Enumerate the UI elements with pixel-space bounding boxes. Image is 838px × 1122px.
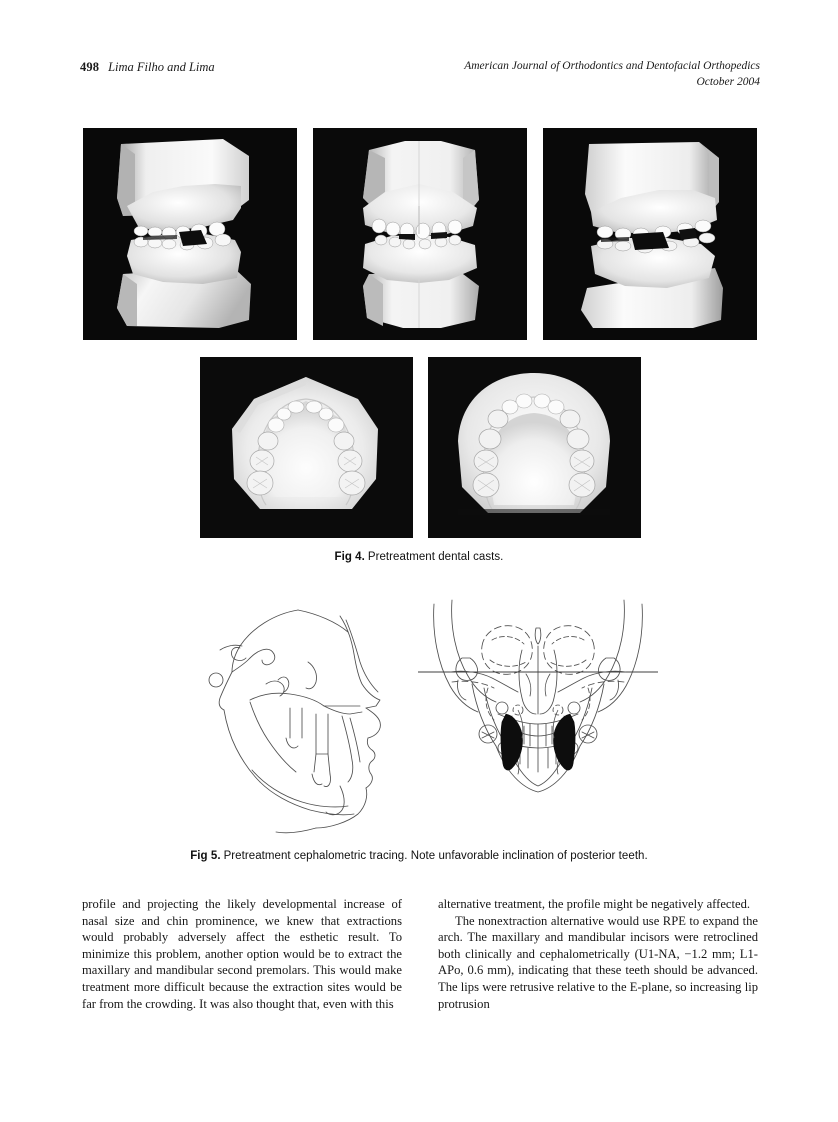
- issue-date: October 2004: [696, 76, 760, 88]
- lateral-cephalometric-tracing: [190, 588, 410, 838]
- photo-maxillary-occlusal-cast: [200, 357, 413, 538]
- figure-5-label: Fig 5.: [190, 850, 221, 862]
- figure-5-caption-text: Pretreatment cephalometric tracing. Note unfavorable inclination of posterior teeth.: [223, 850, 648, 862]
- body-column-right: [438, 896, 758, 1012]
- figure-5: [0, 586, 838, 862]
- photo-right-lateral-occlusion-cast: [83, 128, 297, 340]
- running-head-authors: Lima Filho and Lima: [108, 60, 215, 74]
- running-head-left: [80, 58, 215, 76]
- paragraph: alternative treatment, the profile might be negatively affected.: [438, 897, 751, 911]
- running-head: [80, 58, 760, 98]
- figure-4-caption-text: Pretreatment dental casts.: [367, 551, 504, 563]
- photo-mandibular-occlusal-cast: [428, 357, 641, 538]
- figure-4-label: Fig 4.: [334, 551, 365, 563]
- running-head-right: [464, 58, 760, 90]
- page-number: 498: [80, 60, 100, 74]
- photo-left-lateral-occlusion-cast: [543, 128, 757, 340]
- photo-frontal-occlusion-cast: [313, 128, 527, 340]
- body-text: [82, 896, 758, 1066]
- figure-4-caption: [0, 551, 838, 563]
- posteroanterior-cephalometric-tracing: [418, 588, 658, 838]
- journal-title: American Journal of Orthodontics and Dentofacial Orthopedics: [464, 60, 760, 72]
- paragraph: The nonextraction alternative would use RPE to expand the arch. The maxillary and mandibular incisors were retroclined both clinically and cephalometrically (U1-NA, −1.2 mm; L1-APo, 0.6 mm), indicating that these teeth should be advanced. The lips were retrusive relative to the E-plane, so increasing lip protrusion: [438, 913, 758, 1011]
- figure-5-caption: [0, 850, 838, 862]
- paragraph: profile and projecting the likely developmental increase of nasal size and chin prominence, we knew that extractions would probably adversely affect the esthetic result. To minimize this problem, another option would be to extract the maxillary and mandibular second premolars. This would make treatment more difficult because the extraction sites would be far from the crowding. It was also thought that, even with this: [82, 897, 402, 1011]
- body-column-left: [82, 896, 402, 1012]
